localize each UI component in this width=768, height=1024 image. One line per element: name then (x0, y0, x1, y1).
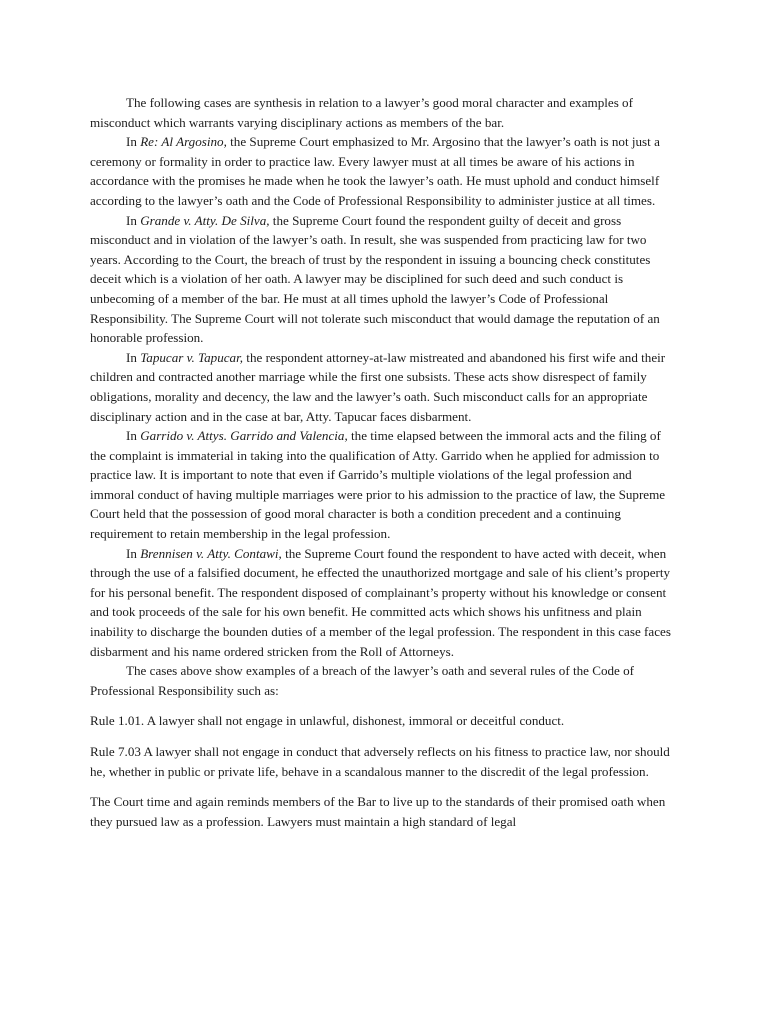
case-lead: In (126, 212, 141, 228)
case-paragraph-argosino (90, 132, 677, 210)
case-name: Re: Al Argosino, (140, 134, 227, 150)
case-paragraph-garrido (90, 426, 677, 544)
case-body: the Supreme Court found the respondent guilty of deceit and gross misconduct and in violation of the lawyer’s oath. In result, she was suspended from practicing law for two years. According to the Court, the breach of trust by the respondent in issuing a bouncing check constitutes deceit which is a violation of her oath. A lawyer may be disciplined for such deed and such conduct is unbecoming of a member of the bar. He must at all times uphold the lawyer’s Code of Professional Responsibility. The Supreme Court will not tolerate such misconduct that would damage the reputation of an honorable profession. (90, 212, 660, 346)
case-lead: In (126, 349, 141, 365)
case-lead: In (126, 134, 141, 150)
case-name: Brennisen v. Atty. Contawi, (140, 545, 282, 561)
case-paragraph-brennisen (90, 544, 677, 662)
intro-paragraph: The following cases are synthesis in relation to a lawyer’s good moral character and examples of misconduct which warrants varying disciplinary actions as members of the bar. (90, 95, 633, 130)
case-name: Garrido v. Attys. Garrido and Valencia, (140, 428, 348, 444)
rule-7-03: Rule 7.03 A lawyer shall not engage in conduct that adversely reflects on his fitness to practice law, nor should he, whether in public or private life, behave in a scandalous manner to the discredit of the legal profession. (90, 744, 670, 779)
case-body: the Supreme Court emphasized to Mr. Argosino that the lawyer’s oath is not just a ceremony or formality in order to practice law. Every lawyer must at all times be aware of his actions in accordance with the promises he made when he took the lawyer’s oath. He must uphold and conduct himself according to the lawyer’s oath and the Code of Professional Responsibility to administer justice at all times. (90, 134, 660, 208)
case-paragraph-grande (90, 211, 677, 348)
case-body: the Supreme Court found the respondent to have acted with deceit, when through the use of a falsified document, he effected the unauthorized mortgage and sale of his client’s property for his personal benefit. The respondent disposed of complainant’s property without his knowledge or consent and took proceeds of the sale for his own benefit. He committed acts which shows his unfitness and plain inability to discharge the bounden duties of a member of the legal profession. The respondent in this case faces disbarment and his name ordered stricken from the Roll of Attorneys. (90, 545, 671, 659)
case-name: Tapucar v. Tapucar, (140, 349, 244, 365)
case-name: Grande v. Atty. De Silva, (140, 212, 270, 228)
rule-1-01: Rule 1.01. A lawyer shall not engage in unlawful, dishonest, immoral or deceitful conduct. (90, 713, 565, 729)
case-body: the time elapsed between the immoral acts and the filing of the complaint is immaterial in taking into the qualification of Atty. Garrido when he applied for admission to practice law. It is important to note that even if Garrido’s multiple violations of the legal profession and immoral conduct of having multiple marriages were prior to his admission to the practice of law, the Supreme Court held that the possession of good moral character is both a condition precedent and a continuing requirement to retain membership in the legal profession. (90, 428, 666, 542)
case-body: the respondent attorney-at-law mistreated and abandoned his first wife and their children and contracted another marriage while the first one subsists. These acts show disrespect of family obligations, morality and decency, the law and the lawyer’s oath. Such misconduct calls for an appropriate disciplinary action and in the case at bar, Atty. Tapucar faces disbarment. (90, 349, 666, 424)
closing-paragraph: The Court time and again reminds members of the Bar to live up to the standards of their promised oath when they pursued law as a profession. Lawyers must maintain a high standard of legal (90, 794, 666, 829)
case-lead: In (126, 545, 141, 561)
case-lead: In (126, 428, 141, 444)
document-page (90, 93, 677, 831)
case-paragraph-tapucar (90, 348, 677, 426)
summary-paragraph: The cases above show examples of a breach of the lawyer’s oath and several rules of the Code of Professional Responsibility such as: (90, 663, 635, 698)
